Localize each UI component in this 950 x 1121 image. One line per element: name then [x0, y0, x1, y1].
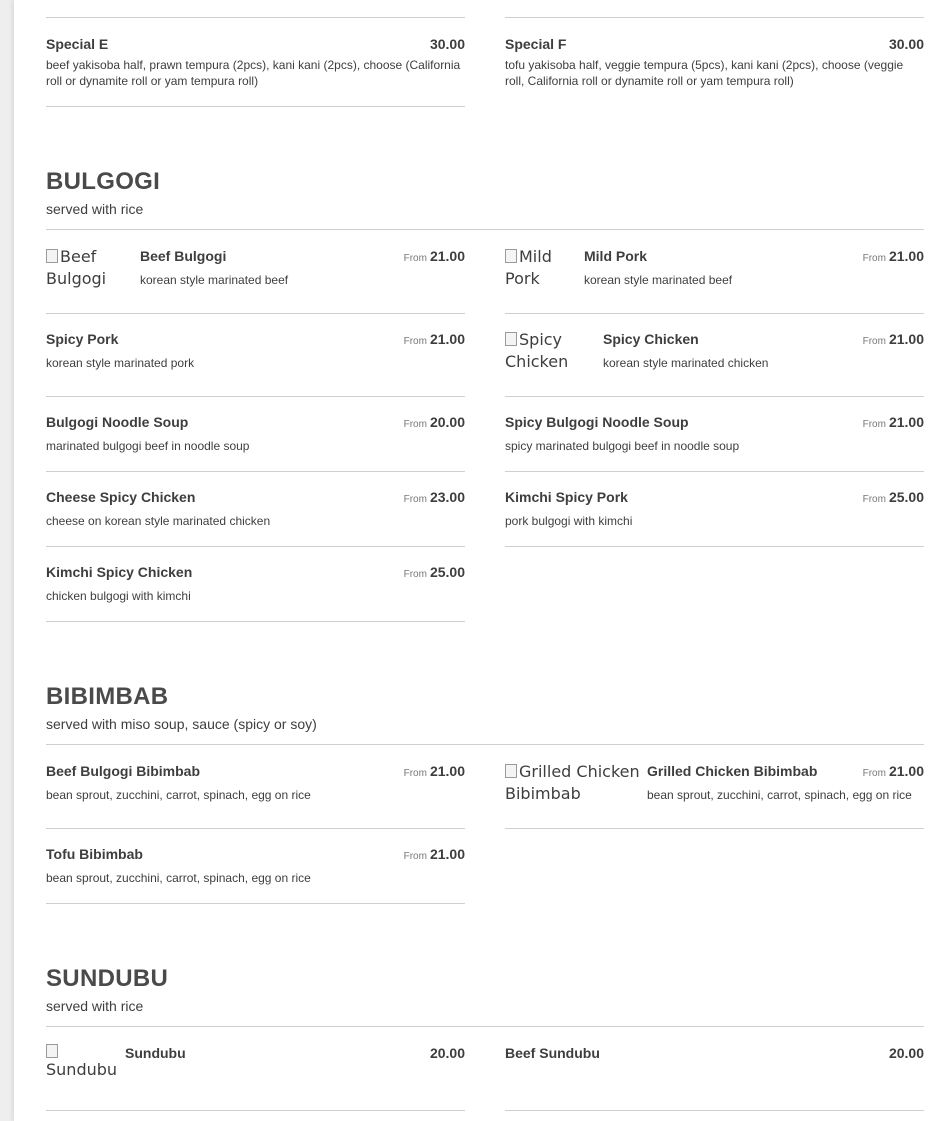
menu-item-sundubu[interactable] [46, 1043, 465, 1111]
section-title-sundubu: SUNDUBU [46, 965, 169, 992]
menu-item-spicy-bulgogi-noodle-soup[interactable] [505, 412, 924, 472]
item-price: From 21.00 [862, 248, 924, 264]
menu-item-kimchi-spicy-pork[interactable] [505, 487, 924, 547]
divider [46, 396, 465, 397]
section-subtitle-bulgogi: served with rice [46, 201, 144, 217]
item-name: Spicy Chicken [603, 331, 699, 347]
item-name: Kimchi Spicy Chicken [46, 564, 193, 580]
item-name: Kimchi Spicy Pork [505, 489, 628, 505]
menu-item-beef-bulgogi-bibimbab[interactable] [46, 761, 465, 829]
item-image: Spicy Chicken [505, 330, 569, 371]
divider [46, 471, 465, 472]
item-price: From 23.00 [403, 489, 465, 505]
broken-image-icon [46, 1044, 58, 1058]
item-description: bean sprout, zucchini, carrot, spinach, egg on rice [647, 788, 912, 802]
broken-image-icon [505, 249, 517, 263]
item-price: 20.00 [429, 1045, 465, 1061]
item-name: Beef Sundubu [505, 1045, 600, 1061]
item-price: From 25.00 [403, 564, 465, 580]
item-name: Mild Pork [584, 248, 648, 264]
menu-item-beef-bulgogi[interactable] [46, 246, 465, 314]
item-name: Bulgogi Noodle Soup [46, 414, 189, 430]
menu-item-beef-sundubu[interactable] [505, 1043, 924, 1111]
broken-image-icon [505, 764, 517, 778]
item-image: Sundubu [46, 1043, 117, 1079]
item-description: pork bulgogi with kimchi [505, 514, 633, 528]
item-name: Beef Bulgogi Bibimbab [46, 763, 200, 779]
item-name: Grilled Chicken Bibimbab [647, 763, 818, 779]
section-title-bulgogi: BULGOGI [46, 168, 161, 195]
menu-item-special-f[interactable] [505, 35, 924, 107]
divider [505, 17, 924, 18]
item-image: Beef Bulgogi [46, 247, 107, 288]
section-subtitle-sundubu: served with rice [46, 998, 144, 1014]
divider [46, 106, 465, 107]
item-name: Spicy Pork [46, 331, 119, 347]
item-name: Special F [505, 36, 567, 52]
divider [46, 17, 465, 18]
divider [46, 546, 465, 547]
item-description: marinated bulgogi beef in noodle soup [46, 439, 250, 453]
item-description: cheese on korean style marinated chicken [46, 514, 271, 528]
divider [46, 621, 465, 622]
item-description: spicy marinated bulgogi beef in noodle soup [505, 439, 740, 453]
item-description: korean style marinated chicken [603, 356, 769, 370]
item-description: tofu yakisoba half, veggie tempura (5pcs), kani kani (2pcs), choose (veggie roll, California roll or dynamite roll or yam tempura roll) [505, 58, 904, 88]
menu-item-mild-pork[interactable] [505, 246, 924, 314]
section-title-bibimbab: BIBIMBAB [46, 683, 169, 710]
item-description: korean style marinated pork [46, 356, 195, 370]
divider [505, 828, 924, 829]
divider [46, 1110, 465, 1111]
item-name: Special E [46, 36, 109, 52]
section-subtitle-bibimbab: served with miso soup, sauce (spicy or soy) [46, 716, 317, 732]
item-price: From 21.00 [403, 763, 465, 779]
item-price: From 21.00 [862, 331, 924, 347]
item-price: 20.00 [888, 1045, 924, 1061]
item-name: Cheese Spicy Chicken [46, 489, 196, 505]
menu-item-grilled-chicken-bibimbab[interactable] [505, 761, 924, 829]
divider [46, 313, 465, 314]
item-description: bean sprout, zucchini, carrot, spinach, egg on rice [46, 871, 311, 885]
item-price: From 21.00 [862, 414, 924, 430]
item-price: From 21.00 [862, 763, 924, 779]
broken-image-icon [505, 332, 517, 346]
item-description: beef yakisoba half, prawn tempura (2pcs), kani kani (2pcs), choose (California roll or dynamite roll or yam tempura roll) [46, 58, 461, 88]
item-name: Beef Bulgogi [140, 248, 227, 264]
item-name: Sundubu [125, 1045, 186, 1061]
divider [505, 313, 924, 314]
section-divider [46, 1026, 924, 1027]
item-price: From 25.00 [862, 489, 924, 505]
divider [505, 471, 924, 472]
item-image: Mild Pork [505, 247, 552, 288]
menu-item-tofu-bibimbab[interactable] [46, 844, 465, 904]
item-price: 30.00 [888, 36, 924, 52]
item-price: From 21.00 [403, 846, 465, 862]
item-name: Tofu Bibimbab [46, 846, 143, 862]
menu-page [14, 0, 950, 1121]
menu-item-spicy-chicken[interactable] [505, 329, 924, 397]
divider [505, 396, 924, 397]
item-description: korean style marinated beef [140, 273, 289, 287]
item-description: korean style marinated beef [584, 273, 733, 287]
item-image: Grilled Chicken Bibimbab [505, 762, 640, 803]
item-description: chicken bulgogi with kimchi [46, 589, 191, 603]
menu-item-special-e[interactable] [46, 35, 465, 107]
menu-item-bulgogi-noodle-soup[interactable] [46, 412, 465, 472]
item-price: From 21.00 [403, 331, 465, 347]
divider [46, 828, 465, 829]
item-price: From 20.00 [403, 414, 465, 430]
item-price: 30.00 [429, 36, 465, 52]
menu-item-kimchi-spicy-chicken[interactable] [46, 562, 465, 622]
section-divider [46, 229, 924, 230]
item-price: From 21.00 [403, 248, 465, 264]
menu-item-cheese-spicy-chicken[interactable] [46, 487, 465, 547]
broken-image-icon [46, 249, 58, 263]
divider [505, 546, 924, 547]
menu-item-spicy-pork[interactable] [46, 329, 465, 397]
section-divider [46, 744, 924, 745]
divider [46, 903, 465, 904]
item-description: bean sprout, zucchini, carrot, spinach, egg on rice [46, 788, 311, 802]
item-name: Spicy Bulgogi Noodle Soup [505, 414, 689, 430]
divider [505, 1110, 924, 1111]
